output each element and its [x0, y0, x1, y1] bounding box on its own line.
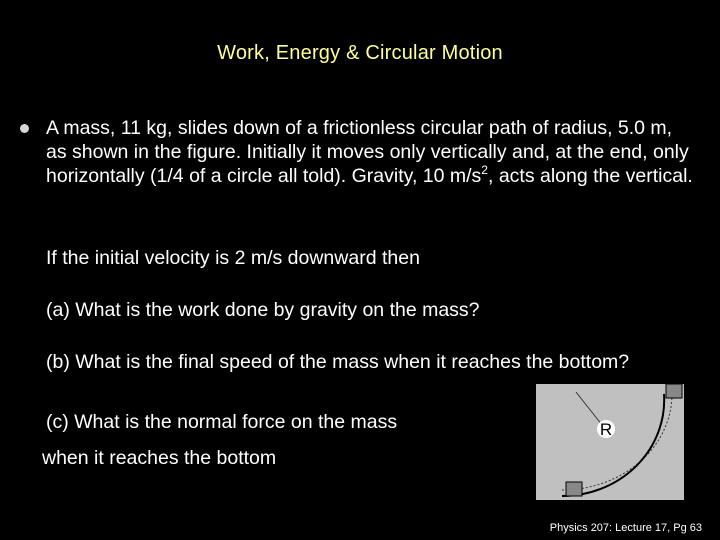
question-c-line1: (c) What is the normal force on the mass: [46, 411, 398, 433]
mass-end: [566, 482, 582, 496]
problem-text: A mass, 11 kg, slides down of a frictionless circular path of radius, 5.0 m, as shown in the figure. Initially it moves only vertically and, at the end, only horizontally (1/4 of a circle all told). Gravity, 10 m/s: [46, 117, 689, 187]
bullet-icon: [20, 124, 29, 133]
question-b: (b) What is the final speed of the mass when it reaches the bottom?: [46, 351, 630, 373]
radius-label: R: [599, 420, 613, 439]
problem-statement: [46, 116, 696, 188]
exponent: 2: [481, 163, 488, 177]
slide-footer: Physics 207: Lecture 17, Pg 63: [549, 522, 702, 534]
question-c-line2: when it reaches the bottom: [42, 447, 277, 469]
initial-velocity-text: If the initial velocity is 2 m/s downward then: [46, 247, 420, 269]
problem-text-end: , acts along the vertical.: [487, 165, 693, 187]
circular-path-figure: [536, 384, 684, 500]
figure-background: [536, 384, 684, 500]
question-a: (a) What is the work done by gravity on the mass?: [46, 299, 480, 321]
mass-start: [666, 384, 682, 398]
slide-title: Work, Energy & Circular Motion: [217, 42, 503, 64]
